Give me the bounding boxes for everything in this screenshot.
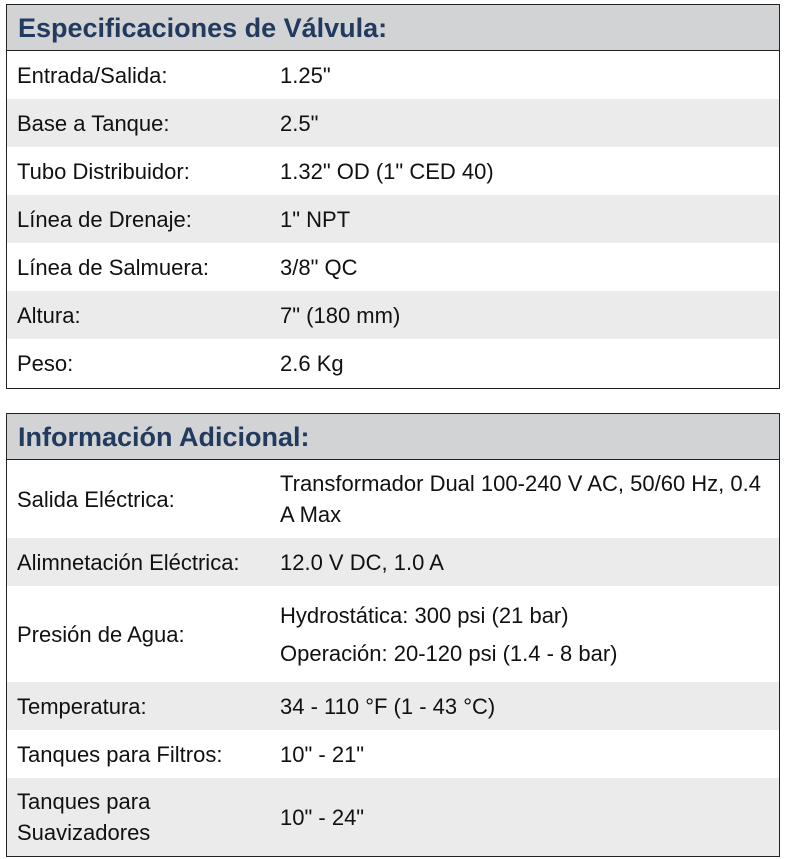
spec-label: Entrada/Salida: bbox=[17, 62, 168, 88]
spec-row-power-supply bbox=[7, 538, 779, 586]
spec-label: Peso: bbox=[17, 350, 74, 376]
spec-row-height bbox=[7, 291, 779, 339]
spec-value: 10" - 24" bbox=[280, 804, 365, 830]
spec-row-water-pressure bbox=[7, 586, 779, 682]
spec-value: 1.32" OD (1" CED 40) bbox=[280, 158, 494, 184]
spec-label: Tanques para Filtros: bbox=[17, 741, 223, 767]
spec-row-drain-line bbox=[7, 195, 779, 243]
spec-value: 7" (180 mm) bbox=[280, 302, 401, 328]
spec-value: Transformador Dual 100-240 V AC, 50/60 Hz, 0.4 A Max bbox=[280, 471, 761, 527]
spec-label: Presión de Agua: bbox=[17, 621, 185, 647]
valve-specifications-title: Especificaciones de Válvula: bbox=[7, 5, 779, 51]
spec-label: Línea de Salmuera: bbox=[17, 254, 210, 280]
spec-value: 1.25" bbox=[280, 62, 331, 88]
additional-information-title: Información Adicional: bbox=[7, 414, 779, 460]
spec-row-weight bbox=[7, 339, 779, 387]
spec-row-distributor-tube bbox=[7, 147, 779, 195]
spec-row-filter-tanks bbox=[7, 730, 779, 778]
spec-label: Base a Tanque: bbox=[17, 110, 170, 136]
spec-value: 10" - 21" bbox=[280, 741, 365, 767]
additional-information-table bbox=[6, 413, 780, 857]
spec-row-base-to-tank bbox=[7, 99, 779, 147]
spec-value-line: Operación: 20-120 psi (1.4 - 8 bar) bbox=[280, 640, 618, 666]
spec-value bbox=[280, 600, 779, 669]
spec-value: 2.5" bbox=[280, 110, 319, 136]
spec-label: Temperatura: bbox=[17, 693, 147, 719]
spec-value: 2.6 Kg bbox=[280, 350, 344, 376]
spec-value: 3/8" QC bbox=[280, 254, 358, 280]
spec-row-softener-tanks bbox=[7, 778, 779, 856]
spec-row-inlet-outlet bbox=[7, 51, 779, 99]
spec-row-brine-line bbox=[7, 243, 779, 291]
spec-row-temperature bbox=[7, 682, 779, 730]
spec-value: 12.0 V DC, 1.0 A bbox=[280, 549, 444, 575]
spec-value: 34 - 110 °F (1 - 43 °C) bbox=[280, 693, 496, 719]
spec-label: Altura: bbox=[17, 302, 81, 328]
spec-label: Alimnetación Eléctrica: bbox=[17, 549, 240, 575]
spec-label: Tanques para Suavizadores bbox=[17, 789, 151, 845]
spec-value: 1" NPT bbox=[280, 206, 351, 232]
spec-row-electrical-output bbox=[7, 460, 779, 538]
valve-specifications-table bbox=[6, 4, 780, 389]
spec-value-line: Hydrostática: 300 psi (21 bar) bbox=[280, 602, 569, 628]
spec-label: Salida Eléctrica: bbox=[17, 486, 175, 512]
spec-label: Tubo Distribuidor: bbox=[17, 158, 190, 184]
spec-label: Línea de Drenaje: bbox=[17, 206, 192, 232]
